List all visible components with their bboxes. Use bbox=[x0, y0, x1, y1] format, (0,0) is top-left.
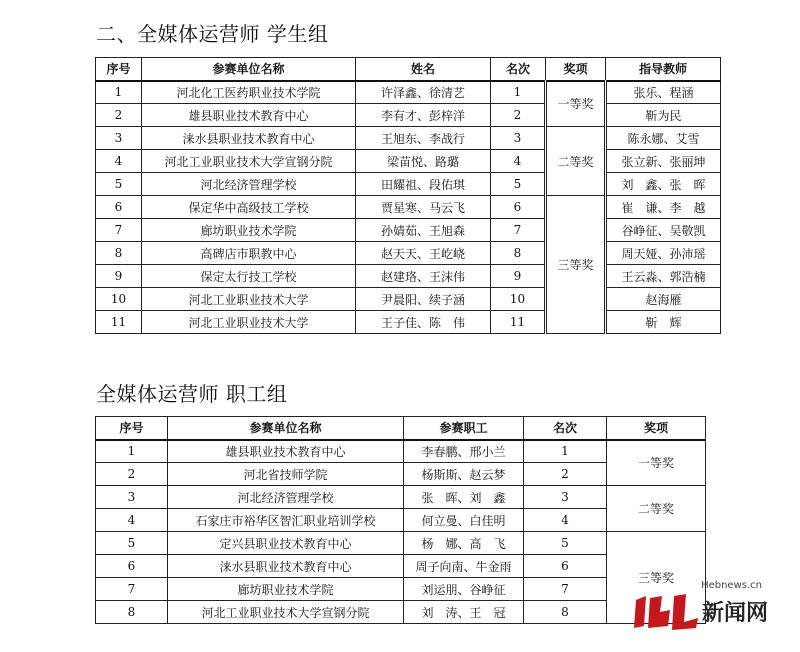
row-unit: 保定华中高级技工学校 bbox=[142, 196, 356, 219]
row-staff: 杨 娜、高 飞 bbox=[404, 532, 524, 555]
row-unit: 河北省技师学院 bbox=[168, 463, 404, 486]
row-unit: 石家庄市裕华区智汇职业培训学校 bbox=[168, 509, 404, 532]
header-award: 奖项 bbox=[607, 417, 706, 440]
row-no: 4 bbox=[96, 509, 168, 532]
row-no: 3 bbox=[96, 127, 142, 150]
row-name: 李有才、彭梓洋 bbox=[356, 104, 491, 127]
header-award: 奖项 bbox=[546, 58, 606, 81]
header-staff: 参赛职工 bbox=[404, 417, 524, 440]
row-unit: 涞水县职业技术教育中心 bbox=[142, 127, 356, 150]
row-unit: 雄县职业技术教育中心 bbox=[168, 440, 404, 463]
row-no: 4 bbox=[96, 150, 142, 173]
table-row bbox=[96, 288, 721, 311]
row-name: 王子佳、陈 伟 bbox=[356, 311, 491, 334]
row-unit: 涞水县职业技术教育中心 bbox=[168, 555, 404, 578]
row-rank: 5 bbox=[491, 173, 546, 196]
row-unit: 河北工业职业技术大学宣钢分院 bbox=[142, 150, 356, 173]
table-row bbox=[96, 311, 721, 334]
row-name: 孙婧茹、王旭森 bbox=[356, 219, 491, 242]
header-unit: 参赛单位名称 bbox=[168, 417, 404, 440]
table-row bbox=[96, 532, 706, 555]
row-rank: 2 bbox=[524, 463, 607, 486]
row-no: 6 bbox=[96, 555, 168, 578]
row-unit: 廊坊职业技术学院 bbox=[168, 578, 404, 601]
watermark-url: Hebnews.cn bbox=[701, 580, 762, 591]
row-teacher: 崔 谦、李 越 bbox=[606, 196, 721, 219]
row-rank: 2 bbox=[491, 104, 546, 127]
row-rank: 3 bbox=[491, 127, 546, 150]
row-unit: 河北化工医药职业技术学院 bbox=[142, 81, 356, 104]
table-row bbox=[96, 173, 721, 196]
row-staff: 刘运朋、谷峥征 bbox=[404, 578, 524, 601]
award-cell: 三等奖 bbox=[546, 196, 606, 334]
row-rank: 6 bbox=[491, 196, 546, 219]
row-name: 贾星寒、马云飞 bbox=[356, 196, 491, 219]
row-no: 1 bbox=[96, 440, 168, 463]
table-header-row bbox=[96, 417, 706, 440]
row-name: 赵天天、王屹峣 bbox=[356, 242, 491, 265]
row-unit: 河北工业职业技术大学宣钢分院 bbox=[168, 601, 404, 624]
row-unit: 河北经济管理学校 bbox=[142, 173, 356, 196]
row-no: 7 bbox=[96, 219, 142, 242]
row-name: 许泽鑫、徐清艺 bbox=[356, 81, 491, 104]
row-no: 7 bbox=[96, 578, 168, 601]
award-cell: 二等奖 bbox=[607, 486, 706, 532]
header-no: 序号 bbox=[96, 417, 168, 440]
watermark-site-text: 新闻网 bbox=[702, 601, 769, 626]
section1-title: 二、全媒体运营师 学生组 bbox=[96, 22, 329, 46]
hebnews-watermark bbox=[632, 582, 782, 632]
row-staff: 张 晖、刘 鑫 bbox=[404, 486, 524, 509]
staff-results-table bbox=[95, 416, 706, 624]
row-rank: 4 bbox=[491, 150, 546, 173]
row-rank: 5 bbox=[524, 532, 607, 555]
row-staff: 何立曼、白佳明 bbox=[404, 509, 524, 532]
row-unit: 河北经济管理学校 bbox=[168, 486, 404, 509]
table-row bbox=[96, 219, 721, 242]
table-row bbox=[96, 440, 706, 463]
row-teacher: 赵海雁 bbox=[606, 288, 721, 311]
row-staff: 李春鹏、邢小兰 bbox=[404, 440, 524, 463]
row-teacher: 陈永娜、艾雪 bbox=[606, 127, 721, 150]
row-rank: 8 bbox=[524, 601, 607, 624]
header-rank: 名次 bbox=[524, 417, 607, 440]
row-teacher: 刘 鑫、张 晖 bbox=[606, 173, 721, 196]
row-rank: 8 bbox=[491, 242, 546, 265]
row-rank: 10 bbox=[491, 288, 546, 311]
table-row bbox=[96, 265, 721, 288]
section2-title: 全媒体运营师 职工组 bbox=[96, 382, 288, 406]
award-cell: 一等奖 bbox=[607, 440, 706, 486]
row-unit: 保定太行技工学校 bbox=[142, 265, 356, 288]
row-unit: 高碑店市职教中心 bbox=[142, 242, 356, 265]
row-name: 田耀祖、段佑琪 bbox=[356, 173, 491, 196]
award-cell: 三等奖 bbox=[607, 532, 706, 624]
row-rank: 6 bbox=[524, 555, 607, 578]
row-name: 赵建珞、王沫伟 bbox=[356, 265, 491, 288]
table-row bbox=[96, 196, 721, 219]
header-name: 姓名 bbox=[356, 58, 491, 81]
row-rank: 7 bbox=[491, 219, 546, 242]
row-teacher: 张乐、程涵 bbox=[606, 81, 721, 104]
row-staff: 杨斯斯、赵云梦 bbox=[404, 463, 524, 486]
row-no: 11 bbox=[96, 311, 142, 334]
row-unit: 定兴县职业技术教育中心 bbox=[168, 532, 404, 555]
row-no: 2 bbox=[96, 463, 168, 486]
row-no: 10 bbox=[96, 288, 142, 311]
row-unit: 雄县职业技术教育中心 bbox=[142, 104, 356, 127]
row-staff: 周子向南、牛金雨 bbox=[404, 555, 524, 578]
row-no: 3 bbox=[96, 486, 168, 509]
row-rank: 9 bbox=[491, 265, 546, 288]
row-staff: 刘 涛、王 冠 bbox=[404, 601, 524, 624]
hebnews-logo-icon bbox=[632, 592, 702, 632]
table-row bbox=[96, 104, 721, 127]
row-name: 梁苗悦、路璐 bbox=[356, 150, 491, 173]
row-teacher: 周天娅、孙沛瑶 bbox=[606, 242, 721, 265]
row-unit: 河北工业职业技术大学 bbox=[142, 288, 356, 311]
row-no: 1 bbox=[96, 81, 142, 104]
row-unit: 河北工业职业技术大学 bbox=[142, 311, 356, 334]
row-name: 尹晨阳、续子涵 bbox=[356, 288, 491, 311]
row-unit: 廊坊职业技术学院 bbox=[142, 219, 356, 242]
student-results-table bbox=[95, 57, 721, 334]
award-cell: 一等奖 bbox=[546, 81, 606, 127]
row-teacher: 靳为民 bbox=[606, 104, 721, 127]
header-unit: 参赛单位名称 bbox=[142, 58, 356, 81]
row-rank: 7 bbox=[524, 578, 607, 601]
header-teacher: 指导教师 bbox=[606, 58, 721, 81]
row-rank: 4 bbox=[524, 509, 607, 532]
table-row bbox=[96, 81, 721, 104]
row-teacher: 王云淼、郭浩楠 bbox=[606, 265, 721, 288]
row-rank: 1 bbox=[491, 81, 546, 104]
table-row bbox=[96, 242, 721, 265]
row-teacher: 谷峥征、吴敬凯 bbox=[606, 219, 721, 242]
row-no: 6 bbox=[96, 196, 142, 219]
row-teacher: 靳 辉 bbox=[606, 311, 721, 334]
table-row bbox=[96, 486, 706, 509]
row-name: 王旭东、李战行 bbox=[356, 127, 491, 150]
row-no: 9 bbox=[96, 265, 142, 288]
row-no: 5 bbox=[96, 173, 142, 196]
header-rank: 名次 bbox=[491, 58, 546, 81]
row-no: 8 bbox=[96, 242, 142, 265]
table-header-row bbox=[96, 58, 721, 81]
table-row bbox=[96, 150, 721, 173]
row-rank: 1 bbox=[524, 440, 607, 463]
row-rank: 3 bbox=[524, 486, 607, 509]
row-no: 5 bbox=[96, 532, 168, 555]
award-cell: 二等奖 bbox=[546, 127, 606, 196]
row-teacher: 张立新、张丽坤 bbox=[606, 150, 721, 173]
table-row bbox=[96, 127, 721, 150]
header-no: 序号 bbox=[96, 58, 142, 81]
row-rank: 11 bbox=[491, 311, 546, 334]
row-no: 8 bbox=[96, 601, 168, 624]
row-no: 2 bbox=[96, 104, 142, 127]
